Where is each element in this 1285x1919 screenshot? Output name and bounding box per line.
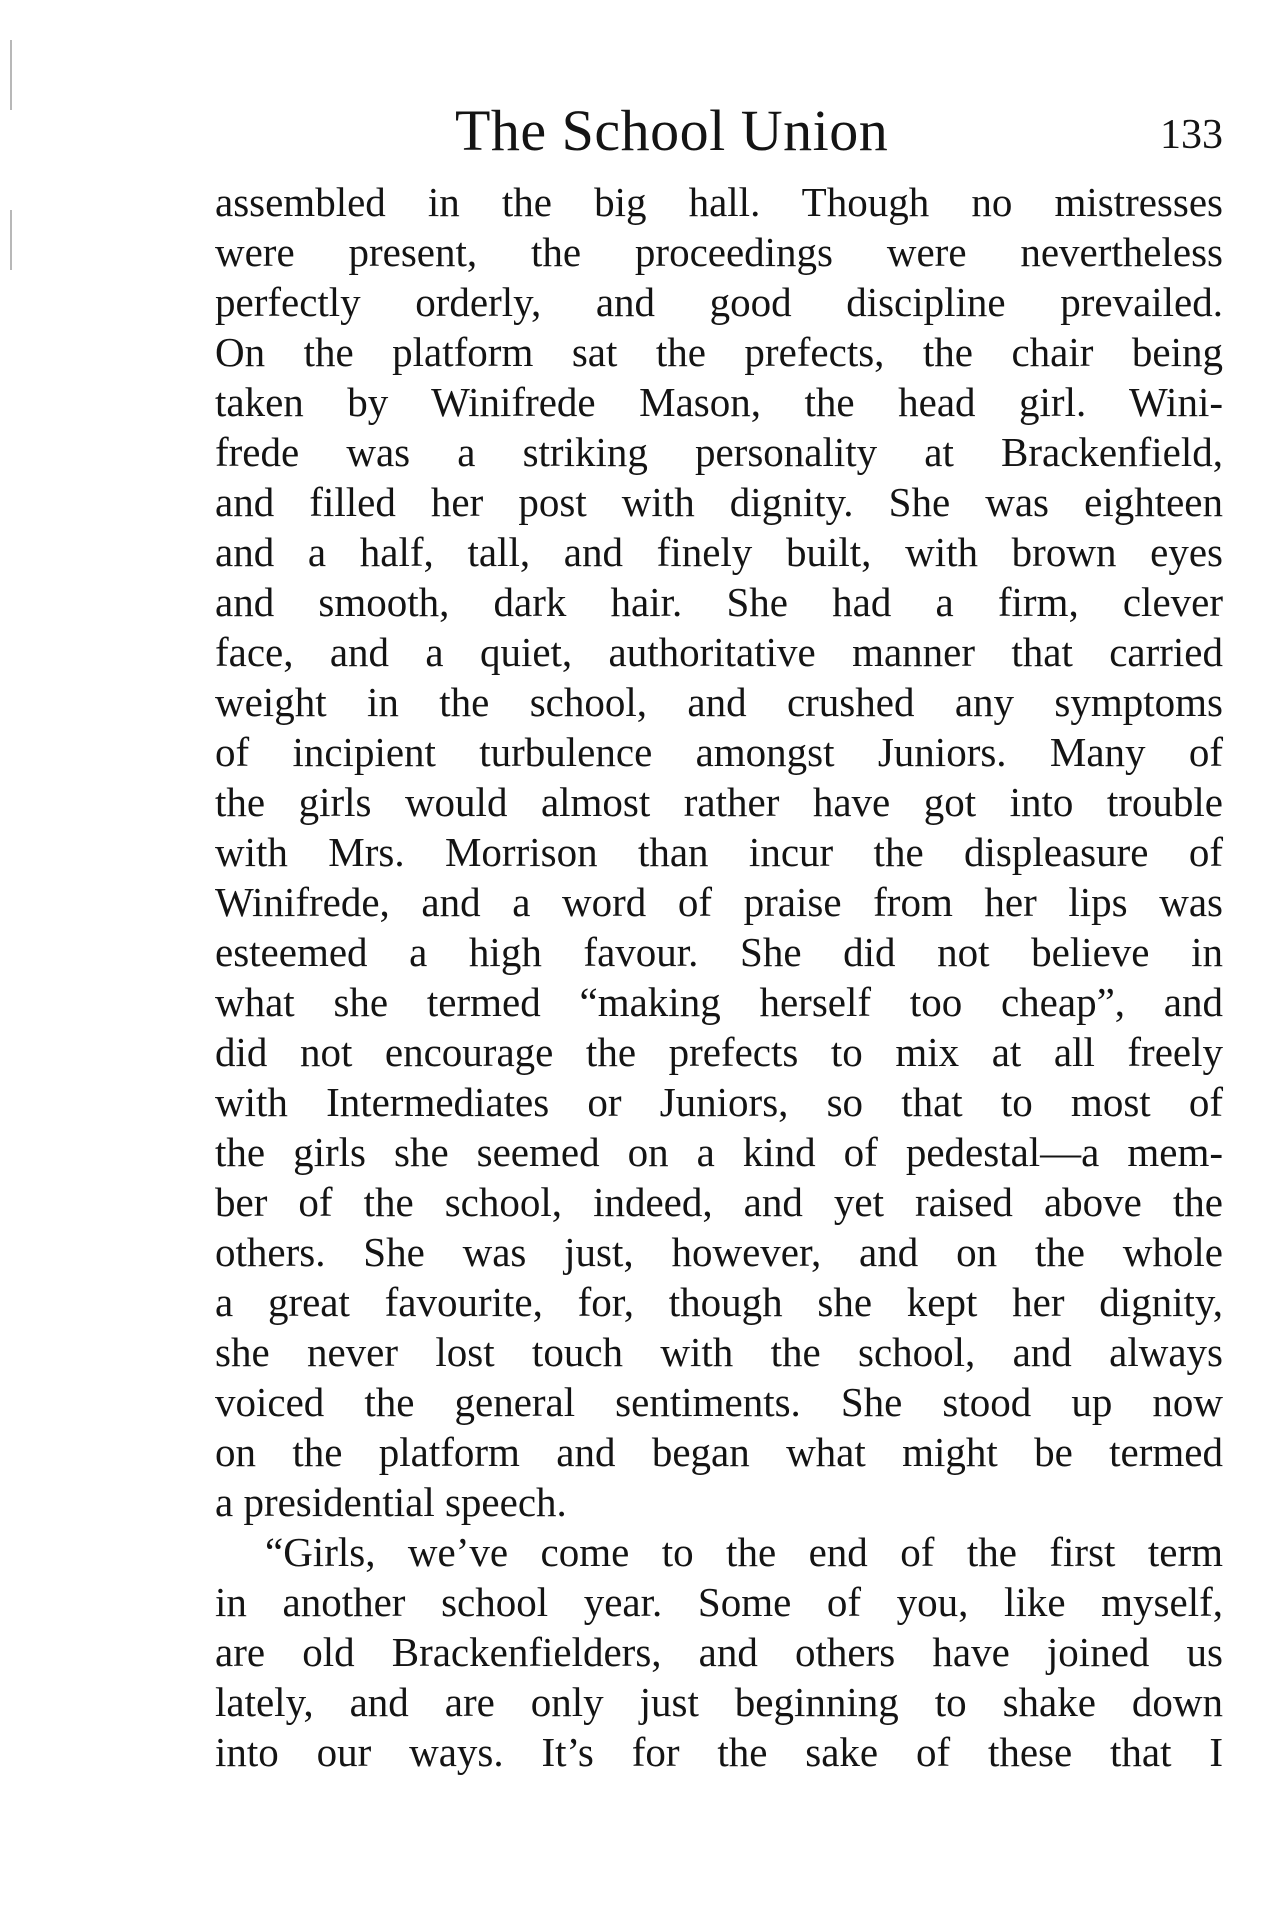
text-line: the girls she seemed on a kind of pedestal—a mem- <box>215 1129 1223 1175</box>
text-line: taken by Winifrede Mason, the head girl. Wini- <box>215 379 1223 425</box>
text-line: esteemed a high favour. She did not believe in <box>215 929 1223 975</box>
text-line: Winifrede, and a word of praise from her lips was <box>215 879 1223 925</box>
text-line: the girls would almost rather have got into trouble <box>215 779 1223 825</box>
scan-edge-mark <box>10 210 12 270</box>
text-line: weight in the school, and crushed any symptoms <box>215 679 1223 725</box>
text-line: what she termed “making herself too cheap”, and <box>215 979 1223 1025</box>
text-line: were present, the proceedings were nevertheless <box>215 229 1223 275</box>
text-line: a great favourite, for, though she kept her dignity, <box>215 1279 1223 1325</box>
text-line: of incipient turbulence amongst Juniors. Many of <box>215 729 1223 775</box>
body-text <box>215 177 1223 1777</box>
page-number: 133 <box>1160 112 1223 158</box>
running-title: The School Union <box>455 98 889 163</box>
text-line: others. She was just, however, and on the whole <box>215 1229 1223 1275</box>
text-line: assembled in the big hall. Though no mistresses <box>215 179 1223 225</box>
text-line: are old Brackenfielders, and others have joined us <box>215 1629 1223 1675</box>
text-line: ber of the school, indeed, and yet raised above the <box>215 1179 1223 1225</box>
text-line: she never lost touch with the school, and always <box>215 1329 1223 1375</box>
scan-edge-mark <box>10 40 12 110</box>
text-line: in another school year. Some of you, like myself, <box>215 1579 1223 1625</box>
text-line: with Mrs. Morrison than incur the displeasure of <box>215 829 1223 875</box>
text-line: and a half, tall, and finely built, with brown eyes <box>215 529 1223 575</box>
paragraph-end-line: a presidential speech. <box>215 1479 567 1525</box>
text-line: On the platform sat the prefects, the chair being <box>215 329 1223 375</box>
paragraph-start-line: “Girls, we’ve come to the end of the first term <box>265 1529 1223 1575</box>
running-head <box>215 96 1223 166</box>
text-line: did not encourage the prefects to mix at all freely <box>215 1029 1223 1075</box>
text-line: and smooth, dark hair. She had a firm, clever <box>215 579 1223 625</box>
text-line: lately, and are only just beginning to shake down <box>215 1679 1223 1725</box>
text-line: perfectly orderly, and good discipline prevailed. <box>215 279 1223 325</box>
text-line: face, and a quiet, authoritative manner that carried <box>215 629 1223 675</box>
text-line: on the platform and began what might be termed <box>215 1429 1223 1475</box>
text-line: frede was a striking personality at Brackenfield, <box>215 429 1223 475</box>
text-line: and filled her post with dignity. She was eighteen <box>215 479 1223 525</box>
text-line: voiced the general sentiments. She stood up now <box>215 1379 1223 1425</box>
text-line: into our ways. It’s for the sake of these that I <box>215 1729 1223 1775</box>
text-line: with Intermediates or Juniors, so that to most of <box>215 1079 1223 1125</box>
